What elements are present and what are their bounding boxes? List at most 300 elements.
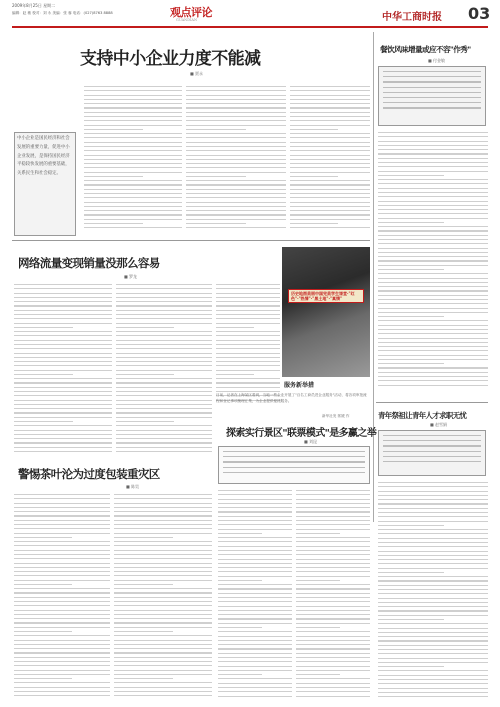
text-line [116, 318, 212, 319]
text-line [116, 395, 212, 396]
text-line [218, 614, 292, 615]
text-line [84, 184, 182, 185]
text-line [14, 451, 112, 452]
text-line [116, 301, 212, 302]
text-line [116, 378, 212, 379]
text-line [383, 445, 481, 446]
article-title-5: 餐饮风味增量或应不容"作秀" [380, 45, 471, 54]
text-line [14, 400, 112, 401]
text-line [290, 227, 370, 228]
text-line [218, 541, 292, 542]
text-line [290, 189, 370, 190]
date-line: 2009年8月25日 星期二 [12, 3, 56, 8]
text-line [84, 197, 182, 198]
article-body-1c [290, 86, 370, 232]
text-line [186, 163, 286, 164]
text-line [216, 353, 280, 354]
text-line [378, 512, 488, 513]
text-line [290, 167, 370, 168]
text-line [290, 206, 370, 207]
text-line [296, 661, 370, 662]
text-line [383, 76, 481, 77]
text-line [84, 142, 182, 143]
text-line [186, 125, 286, 126]
text-line [378, 346, 488, 347]
text-line [14, 370, 112, 371]
text-line [296, 601, 370, 602]
text-line [84, 155, 182, 156]
text-line [116, 425, 212, 426]
text-line [14, 558, 110, 559]
text-line [14, 670, 110, 671]
text-line [114, 661, 212, 662]
text-line [290, 193, 370, 194]
text-line [14, 357, 112, 358]
text-line [218, 520, 292, 521]
text-line [378, 188, 488, 189]
text-line [378, 205, 488, 206]
text-line [218, 516, 292, 517]
text-line [218, 511, 292, 512]
text-line [114, 687, 212, 688]
text-line [114, 648, 212, 649]
text-line [216, 340, 280, 341]
text-line [186, 146, 286, 147]
text-line [14, 353, 112, 354]
text-line [296, 640, 370, 641]
text-line [114, 592, 212, 593]
text-line [290, 125, 370, 126]
masthead-rule [12, 26, 488, 28]
text-line [378, 521, 488, 522]
text-line [218, 648, 292, 649]
text-line [218, 567, 292, 568]
text-line [378, 286, 488, 287]
text-line [116, 340, 212, 341]
text-line [14, 361, 112, 362]
text-line [84, 172, 182, 173]
text-line [116, 335, 212, 336]
text-line [378, 269, 444, 270]
text-line [186, 159, 286, 160]
text-line [378, 325, 488, 326]
article-title-6: 青年祭祖让青年人才求职无忧 [378, 411, 467, 420]
article-title-4: 探索实行景区"联票模式"是多赢之举 [226, 428, 377, 439]
text-line [14, 605, 110, 606]
text-line [383, 440, 481, 441]
text-line [186, 197, 286, 198]
text-line [116, 288, 212, 289]
text-line [378, 175, 444, 176]
text-line [223, 461, 365, 462]
text-line [114, 597, 212, 598]
text-line [378, 572, 444, 573]
text-line [378, 598, 488, 599]
text-line [383, 461, 481, 462]
text-line [296, 653, 370, 654]
text-line [218, 670, 292, 671]
text-line [14, 412, 112, 413]
section-rule [12, 240, 370, 241]
page-number: 03 [468, 4, 491, 23]
text-line [14, 425, 112, 426]
text-line [114, 580, 212, 581]
text-line [378, 636, 488, 637]
text-line [296, 546, 370, 547]
text-line [114, 665, 212, 666]
text-line [296, 623, 370, 624]
text-line [114, 498, 212, 499]
text-line [378, 563, 488, 564]
text-line [378, 141, 488, 142]
text-line [116, 327, 174, 328]
text-line [218, 691, 292, 692]
text-line [14, 344, 112, 345]
text-line [290, 133, 370, 134]
text-line [218, 580, 262, 581]
text-line [216, 297, 280, 298]
text-line [216, 382, 280, 383]
article-title-3: 警惕茶叶沦为过度包装重灾区 [18, 467, 160, 481]
text-line [378, 508, 488, 509]
text-line [116, 438, 212, 439]
text-line [378, 282, 488, 283]
text-line [296, 520, 370, 521]
text-line [216, 305, 280, 306]
text-line [14, 533, 110, 534]
text-line [218, 546, 292, 547]
text-line [114, 584, 173, 585]
text-line [14, 421, 73, 422]
text-line [378, 308, 488, 309]
text-line [383, 97, 481, 98]
article-title-1: 支持中小企业力度不能减 [80, 49, 261, 69]
text-line [216, 301, 280, 302]
text-line [186, 227, 286, 228]
text-line [14, 588, 110, 589]
text-line [14, 657, 110, 658]
text-line [84, 159, 182, 160]
text-line [296, 631, 370, 632]
text-line [114, 494, 212, 495]
text-line [378, 252, 488, 253]
text-line [114, 567, 212, 568]
text-line [14, 545, 110, 546]
text-line [378, 359, 488, 360]
text-line [378, 192, 488, 193]
text-line [218, 627, 262, 628]
text-line [290, 155, 370, 156]
text-line [296, 571, 370, 572]
pull-quote-6 [378, 430, 486, 476]
text-line [116, 331, 212, 332]
text-line [116, 447, 212, 448]
text-line [218, 499, 292, 500]
article-byline-1: ■ 贾永 [190, 71, 204, 76]
text-line [216, 370, 280, 371]
text-line [378, 273, 488, 274]
text-line [116, 417, 212, 418]
text-line [218, 644, 292, 645]
text-line [216, 387, 280, 388]
text-line [216, 293, 280, 294]
text-line [378, 333, 488, 334]
text-line [116, 297, 212, 298]
text-line [114, 524, 212, 525]
text-line [116, 344, 212, 345]
text-line [290, 142, 370, 143]
text-line [296, 537, 370, 538]
article-byline-2: ■ 罗龙 [124, 274, 138, 279]
text-line [14, 695, 110, 696]
text-line [296, 524, 370, 525]
text-line [218, 623, 292, 624]
text-line [290, 210, 370, 211]
text-line [378, 649, 488, 650]
text-line [378, 516, 488, 517]
text-line [378, 162, 488, 163]
text-line [218, 674, 262, 675]
text-line [14, 301, 112, 302]
text-line [296, 687, 370, 688]
text-line [216, 327, 254, 328]
text-line [296, 674, 340, 675]
text-line [378, 226, 488, 227]
text-line [378, 610, 488, 611]
text-line [84, 116, 182, 117]
text-line [14, 310, 112, 311]
section-title: 观点评论 [170, 6, 212, 19]
text-line [186, 137, 286, 138]
text-line [378, 533, 488, 534]
text-line [186, 189, 286, 190]
text-line [186, 155, 286, 156]
text-line [378, 576, 488, 577]
text-line [216, 310, 280, 311]
text-line [218, 507, 292, 508]
text-line [296, 550, 370, 551]
text-line [114, 575, 212, 576]
text-line [378, 295, 488, 296]
text-line [116, 305, 212, 306]
text-line [296, 614, 370, 615]
text-line [378, 248, 488, 249]
article-body-3b [114, 494, 212, 702]
text-line [116, 357, 212, 358]
text-line [378, 132, 488, 133]
text-line [114, 563, 212, 564]
text-line [114, 571, 212, 572]
text-line [14, 327, 73, 328]
text-line [218, 563, 292, 564]
text-line [378, 593, 488, 594]
text-line [218, 588, 292, 589]
text-line [378, 350, 488, 351]
text-line [114, 674, 212, 675]
text-line [378, 136, 488, 137]
text-line [114, 691, 212, 692]
text-line [216, 344, 280, 345]
text-line [114, 610, 212, 611]
text-line [216, 314, 280, 315]
text-line [290, 137, 370, 138]
text-line [378, 209, 488, 210]
text-line [114, 670, 212, 671]
text-line [186, 219, 286, 220]
text-line [84, 219, 182, 220]
text-line [14, 524, 110, 525]
section-rule-right [376, 402, 488, 403]
text-line [296, 696, 370, 697]
text-line [14, 365, 112, 366]
text-line [296, 584, 370, 585]
text-line [383, 451, 481, 452]
article-byline-3: ■ 陈昊 [126, 484, 140, 489]
photo-credit: 新华社发 郭媛 作 [322, 414, 350, 418]
text-line [116, 314, 212, 315]
text-line [14, 288, 112, 289]
text-line [114, 507, 212, 508]
text-line [378, 692, 488, 693]
text-line [14, 498, 110, 499]
text-line [14, 541, 110, 542]
text-line [84, 150, 182, 151]
text-line [14, 314, 112, 315]
text-line [290, 159, 370, 160]
text-line [116, 374, 174, 375]
text-line [378, 546, 488, 547]
text-line [296, 597, 370, 598]
text-line [383, 456, 481, 457]
text-line [378, 171, 488, 172]
text-line [186, 112, 286, 113]
text-line [116, 353, 212, 354]
text-line [116, 391, 212, 392]
text-line [296, 610, 370, 611]
text-line [378, 256, 488, 257]
text-line [84, 176, 143, 177]
text-line [114, 503, 212, 504]
text-line [216, 331, 280, 332]
text-line [296, 618, 370, 619]
text-line [218, 533, 262, 534]
text-line [378, 688, 488, 689]
text-line [84, 214, 182, 215]
text-line [14, 430, 112, 431]
section-subtitle: GUANDIAN [176, 18, 198, 22]
text-line [186, 133, 286, 134]
text-line [290, 112, 370, 113]
text-line [378, 385, 488, 386]
text-line [186, 142, 286, 143]
text-line [296, 559, 370, 560]
text-line [378, 145, 488, 146]
text-line [114, 533, 212, 534]
text-line [114, 528, 212, 529]
text-line [186, 150, 286, 151]
text-line [296, 666, 370, 667]
text-line [186, 206, 286, 207]
text-line [378, 278, 488, 279]
article-body-3a [14, 494, 110, 702]
text-line [378, 320, 488, 321]
text-line [218, 571, 292, 572]
text-line [84, 129, 143, 130]
text-line [14, 661, 110, 662]
article-body-2a [14, 284, 112, 456]
text-line [378, 235, 488, 236]
text-line [14, 442, 112, 443]
text-line [84, 193, 182, 194]
text-line [186, 167, 286, 168]
text-line [216, 288, 280, 289]
text-line [378, 645, 488, 646]
text-line [296, 503, 370, 504]
summary-box-4 [218, 446, 370, 484]
text-line [378, 670, 488, 671]
text-line [14, 678, 72, 679]
text-line [216, 378, 280, 379]
text-line [378, 222, 444, 223]
text-line [296, 490, 370, 491]
text-line [290, 180, 370, 181]
text-line [84, 189, 182, 190]
text-line [14, 297, 112, 298]
text-line [14, 648, 110, 649]
text-line [114, 541, 212, 542]
text-line [14, 597, 110, 598]
text-line [14, 627, 110, 628]
text-line [296, 516, 370, 517]
text-line [116, 348, 212, 349]
text-line [116, 323, 212, 324]
article-title-2: 网络流量变现销量没那么容易 [18, 256, 160, 270]
text-line [84, 163, 182, 164]
text-line [290, 184, 370, 185]
text-line [114, 520, 212, 521]
text-line [290, 90, 370, 91]
text-line [378, 559, 488, 560]
text-line [14, 618, 110, 619]
text-line [14, 382, 112, 383]
text-line [378, 149, 488, 150]
text-line [296, 670, 370, 671]
text-line [296, 494, 370, 495]
text-line [378, 632, 488, 633]
text-line [296, 606, 370, 607]
text-line [383, 92, 481, 93]
text-line [216, 323, 280, 324]
text-line [296, 541, 370, 542]
text-line [14, 614, 110, 615]
text-line [216, 335, 280, 336]
text-line [14, 528, 110, 529]
text-line [383, 102, 481, 103]
text-line [223, 467, 365, 468]
text-line [216, 318, 280, 319]
text-line [186, 95, 286, 96]
text-line [378, 367, 488, 368]
text-line [296, 627, 340, 628]
text-line [114, 545, 212, 546]
text-line [296, 648, 370, 649]
text-line [378, 623, 488, 624]
text-line [114, 588, 212, 589]
text-line [378, 602, 488, 603]
article-body-1b [186, 86, 286, 232]
text-line [296, 499, 370, 500]
text-line [383, 81, 481, 82]
